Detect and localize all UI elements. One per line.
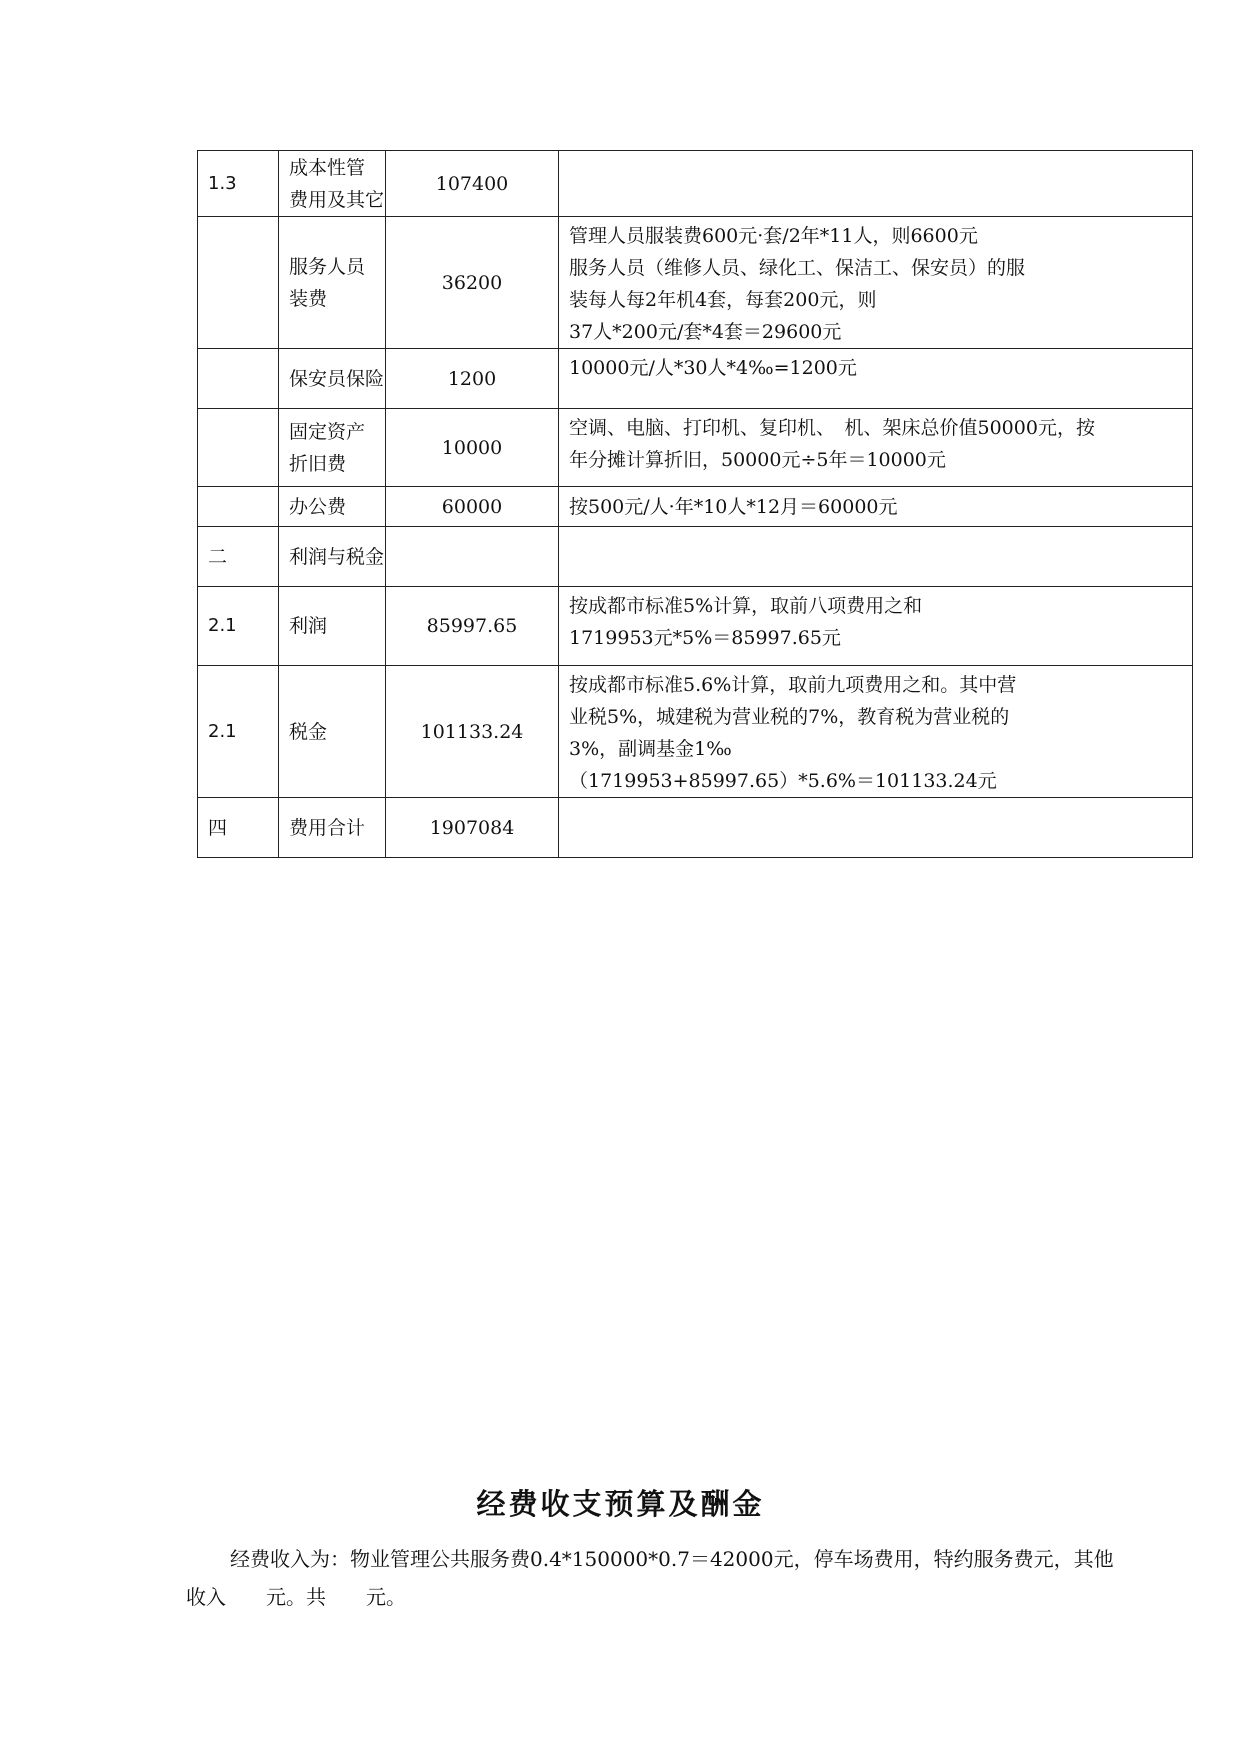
table-row xyxy=(198,798,1193,858)
row-note: 空调、电脑、打印机、复印机、 机、架床总价值50000元，按 年分摊计算折旧，50000元÷5年＝10000元 xyxy=(559,409,1193,487)
row-item: 成本性管 费用及其它 xyxy=(279,151,386,217)
table-row xyxy=(198,349,1193,409)
row-amount: 60000 xyxy=(386,487,559,527)
table-row xyxy=(198,409,1193,487)
table-row xyxy=(198,487,1193,527)
row-number: 二 xyxy=(198,527,279,587)
budget-table xyxy=(197,150,1193,858)
row-number: 2.1 xyxy=(198,666,279,798)
row-amount: 36200 xyxy=(386,217,559,349)
row-amount: 1907084 xyxy=(386,798,559,858)
row-item: 利润 xyxy=(279,587,386,666)
section-title: 经费收支预算及酬金 xyxy=(476,1487,765,1521)
row-note: 按成都市标准5%计算，取前八项费用之和 1719953元*5%＝85997.65元 xyxy=(559,587,1193,666)
row-note: 10000元/人*30人*4‰=1200元 xyxy=(559,349,1193,409)
row-number xyxy=(198,349,279,409)
row-amount: 101133.24 xyxy=(386,666,559,798)
row-number xyxy=(198,409,279,487)
row-note: 按成都市标准5.6%计算，取前九项费用之和。其中营 业税5%，城建税为营业税的7%，教育税为营业税的 3%，副调基金1‰ （1719953+85997.65）*5.6%＝101133.24元 xyxy=(559,666,1193,798)
row-amount: 85997.65 xyxy=(386,587,559,666)
row-amount: 10000 xyxy=(386,409,559,487)
row-amount: 1200 xyxy=(386,349,559,409)
row-number: 1.3 xyxy=(198,151,279,217)
row-note: 按500元/人·年*10人*12月＝60000元 xyxy=(559,487,1193,527)
row-item: 固定资产 折旧费 xyxy=(279,409,386,487)
table-row xyxy=(198,666,1193,798)
row-number xyxy=(198,217,279,349)
row-item: 利润与税金 xyxy=(279,527,386,587)
row-item: 服务人员 装费 xyxy=(279,217,386,349)
row-note xyxy=(559,151,1193,217)
table-row xyxy=(198,587,1193,666)
row-note: 管理人员服装费600元·套/2年*11人，则6600元 服务人员（维修人员、绿化工、保洁工、保安员）的服 装每人每2年机4套，每套200元，则 37人*200元/套*4套＝29600元 xyxy=(559,217,1193,349)
row-item: 保安员保险 xyxy=(279,349,386,409)
row-number: 2.1 xyxy=(198,587,279,666)
table-row xyxy=(198,217,1193,349)
row-amount xyxy=(386,527,559,587)
table-row xyxy=(198,527,1193,587)
section-paragraph: 经费收入为：物业管理公共服务费0.4*150000*0.7＝42000元，停车场费用，特约服务费元，其他收入 元。共 元。 xyxy=(186,1547,1114,1609)
row-note xyxy=(559,798,1193,858)
row-number xyxy=(198,487,279,527)
row-item: 税金 xyxy=(279,666,386,798)
row-number: 四 xyxy=(198,798,279,858)
row-note xyxy=(559,527,1193,587)
row-amount: 107400 xyxy=(386,151,559,217)
row-item: 费用合计 xyxy=(279,798,386,858)
table-row xyxy=(198,151,1193,217)
row-item: 办公费 xyxy=(279,487,386,527)
